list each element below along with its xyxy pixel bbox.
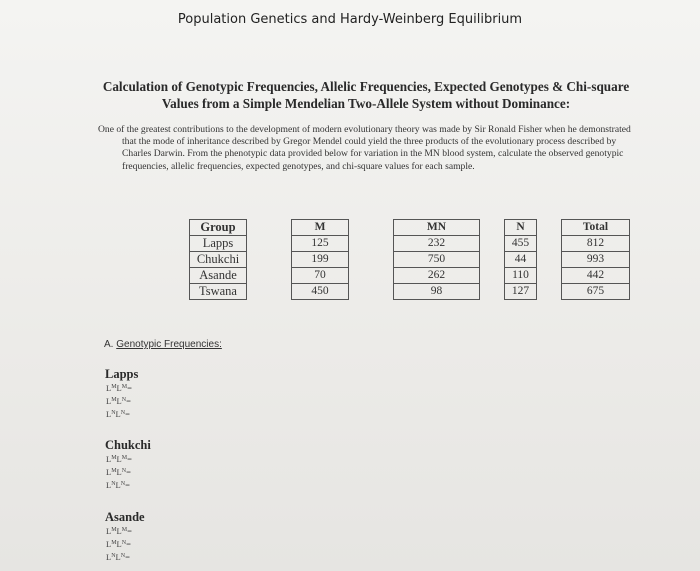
- genotype-line: $L^NL^N=$: [106, 552, 130, 562]
- table-cell: Lapps: [190, 236, 247, 252]
- section-title-line-1: Calculation of Genotypic Frequencies, Allelic Frequencies, Expected Genotypes & Chi-square: [102, 79, 630, 94]
- genotype-line: $L^ML^M=$: [106, 383, 132, 393]
- table-cell: 125: [292, 236, 349, 252]
- table-cell: 750: [394, 252, 480, 268]
- table-cell: 993: [562, 252, 630, 268]
- table-row: [190, 268, 630, 284]
- genotype-line: $L^ML^N=$: [106, 467, 131, 477]
- section-title-line-2: Values from a Simple Mendelian Two-Allele System without Dominance:: [161, 96, 571, 111]
- page-header: Population Genetics and Hardy-Weinberg Equilibrium: [177, 12, 523, 27]
- table-cell: Tswana: [190, 284, 247, 300]
- table-cell: Chukchi: [190, 252, 247, 268]
- table-cell: 98: [394, 284, 480, 300]
- part-a-prefix: A.: [104, 339, 117, 350]
- part-a-label: Genotypic Frequencies:: [116, 339, 222, 350]
- genotype-line: $L^ML^N=$: [106, 396, 131, 406]
- genotype-line: $L^ML^M=$: [106, 526, 132, 536]
- genotype-line: $L^NL^N=$: [106, 480, 130, 490]
- table-header-cell: N: [505, 220, 537, 236]
- table-header-cell: MN: [394, 220, 480, 236]
- section-title: [96, 78, 636, 112]
- table-row: [190, 236, 630, 252]
- table-cell: 812: [562, 236, 630, 252]
- intro-paragraph: One of the greatest contributions to the development of modern evolutionary theory was made by Sir Ronald Fisher when he demonstrated that the mode of inheritance described by Gregor Mendel could yield the three products of the evolutionary process described by Charles Darwin. From the phenotypic data provided below for variation in the MN blood system, calculate the observed genotypic frequencies, allelic frequencies, expected genotypes, and chi-square values for each sample.: [98, 124, 631, 172]
- table-cell: 232: [394, 236, 480, 252]
- table-cell: 127: [505, 284, 537, 300]
- table-header-cell: M: [292, 220, 349, 236]
- table-header-cell: Group: [190, 220, 247, 236]
- table-row: [190, 252, 630, 268]
- population-block-asande: [105, 510, 145, 563]
- population-block-lapps: [105, 367, 138, 420]
- table-cell: 455: [505, 236, 537, 252]
- table-cell: 199: [292, 252, 349, 268]
- table-cell: 675: [562, 284, 630, 300]
- table-cell: 262: [394, 268, 480, 284]
- table-header-row: [190, 220, 630, 236]
- mn-blood-table: [189, 219, 630, 300]
- population-name: Asande: [105, 510, 145, 524]
- table-cell: 442: [562, 268, 630, 284]
- table-cell: 110: [505, 268, 537, 284]
- genotype-line: $L^ML^M=$: [106, 454, 132, 464]
- table-cell: 70: [292, 268, 349, 284]
- table-cell: 450: [292, 284, 349, 300]
- table-cell: 44: [505, 252, 537, 268]
- population-block-chukchi: [105, 438, 151, 491]
- population-name: Chukchi: [105, 438, 151, 452]
- genotype-line: $L^ML^N=$: [106, 539, 131, 549]
- population-name: Lapps: [105, 367, 139, 381]
- table-row: [190, 284, 630, 300]
- table-header-cell: Total: [562, 220, 630, 236]
- genotype-line: $L^NL^N=$: [106, 409, 130, 419]
- part-a-heading: [104, 339, 222, 350]
- table-cell: Asande: [190, 268, 247, 284]
